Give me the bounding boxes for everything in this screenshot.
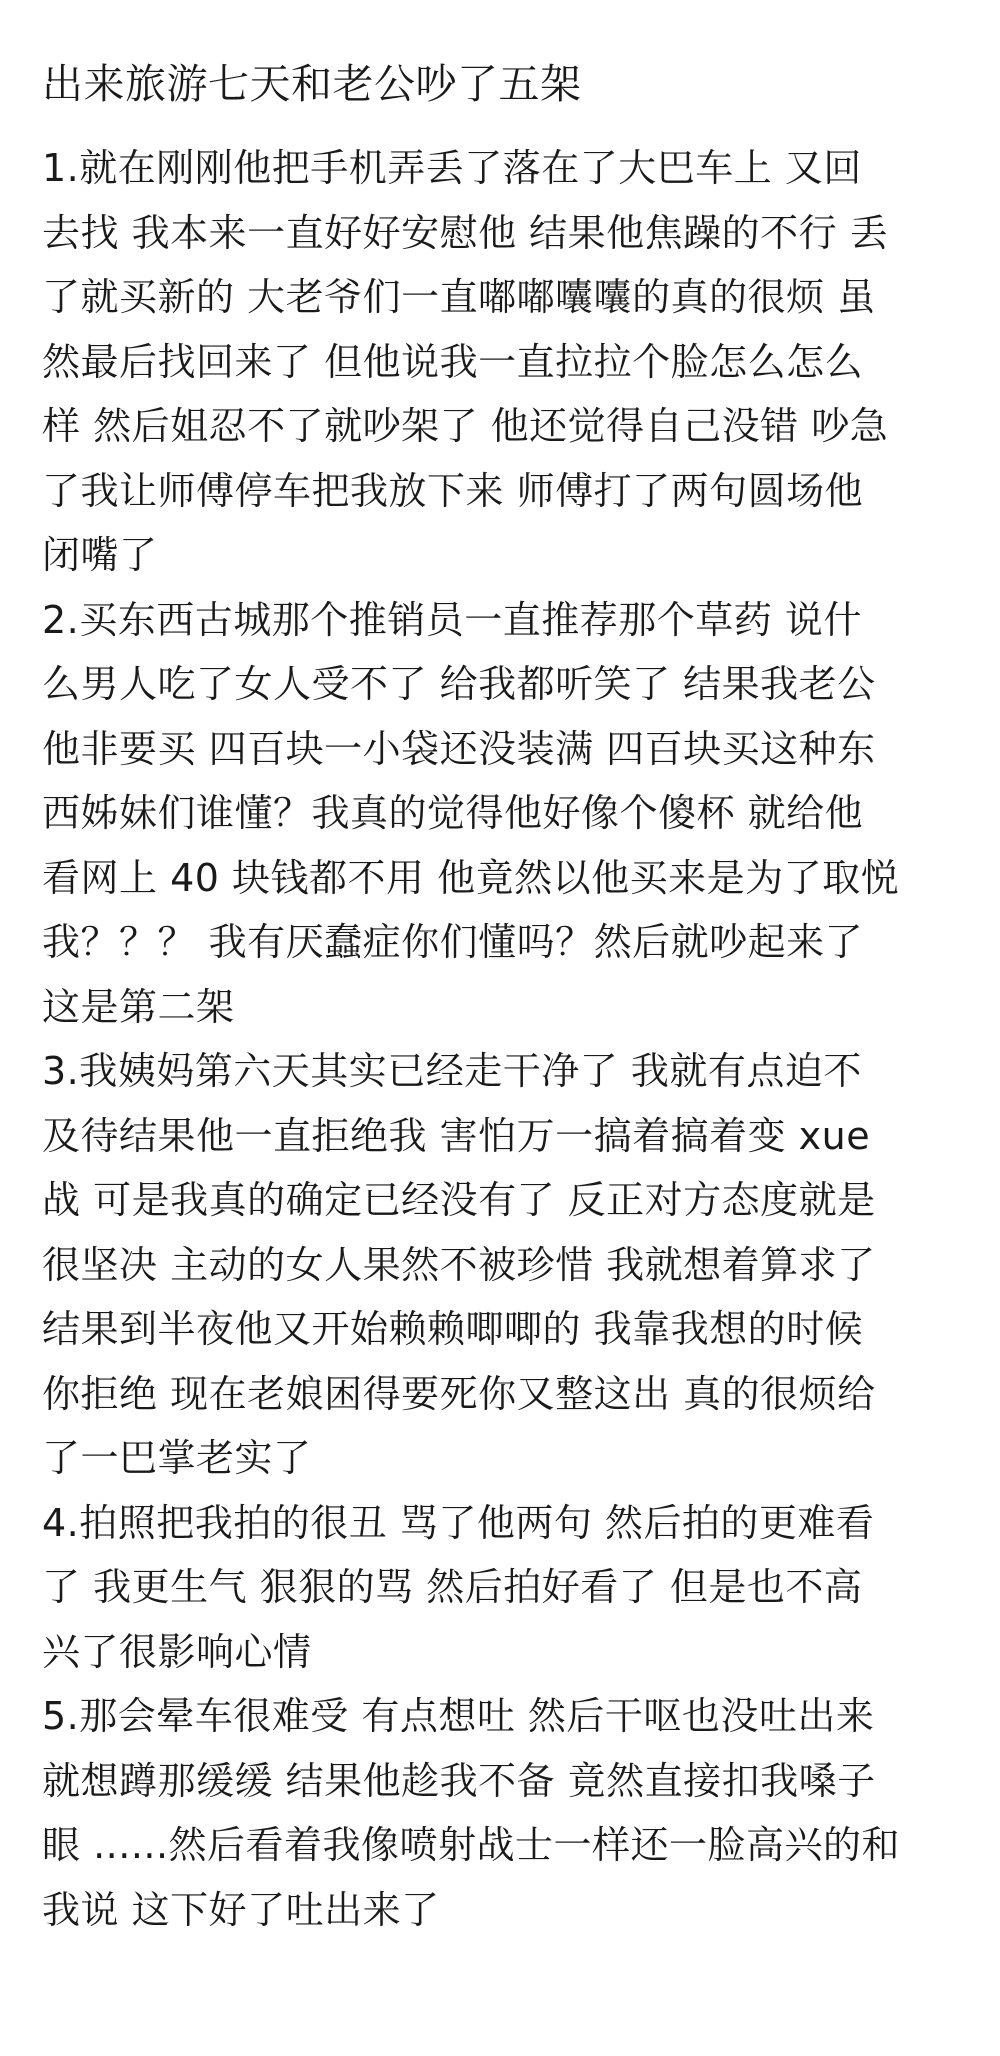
post-line: 这是第二架 (42, 984, 235, 1029)
post-line: 看网上 40 块钱都不用 他竟然以他买来是为了取悦 (42, 855, 900, 900)
post-line: 我说 这下好了吐出来了 (42, 1887, 440, 1932)
post-line: 西姊妹们谁懂？我真的觉得他好像个傻杯 就给他 (42, 791, 864, 835)
post-line: 兴了很影响心情 (42, 1629, 312, 1674)
post-line: 了一巴掌老实了 (42, 1436, 312, 1480)
post-line: 然最后找回来了 但他说我一直拉拉个脸怎么怎么 (42, 339, 864, 384)
post-paragraph-4 (42, 1491, 962, 1685)
post-line: 3.我姨妈第六天其实已经走干净了 我就有点迫不 (42, 1049, 862, 1093)
post-line: 了就买新的 大老爷们一直嘟嘟囔囔的真的很烦 虽 (42, 275, 876, 319)
post-line: 了我让师傅停车把我放下来 师傅打了两句圆场他 (42, 468, 864, 513)
post-line: 5.那会晕车很难受 有点想吐 然后干呕也没吐出来 (42, 1694, 875, 1738)
post-line: 4.拍照把我拍的很丑 骂了他两句 然后拍的更难看 (42, 1500, 875, 1545)
post-line: 你拒绝 现在老娘困得要死你又整这出 真的很烦给 (42, 1371, 876, 1416)
post-line: 了 我更生气 狠狠的骂 然后拍好看了 但是也不高 (42, 1565, 863, 1609)
post-container (42, 54, 962, 1942)
post-line: 2.买东西古城那个推销员一直推荐那个草药 说什 (42, 597, 862, 642)
post-line: 去找 我本来一直好好安慰他 结果他焦躁的不行 丢 (42, 210, 889, 255)
post-line: 样 然后姐忍不了就吵架了 他还觉得自己没错 吵急 (42, 404, 889, 448)
post-line: 闭嘴了 (42, 533, 158, 577)
post-line: 我？？？ 我有厌蠢症你们懂吗？然后就吵起来了 (42, 920, 864, 964)
post-line: 1.就在刚刚他把手机弄丢了落在了大巴车上 又回 (42, 146, 862, 190)
post-line: 眼 ......然后看着我像喷射战士一样还一脸高兴的和 (42, 1823, 901, 1867)
post-body (42, 136, 962, 1942)
post-line: 结果到半夜他又开始赖赖唧唧的 我靠我想的时候 (42, 1307, 864, 1351)
post-line: 及待结果他一直拒绝我 害怕万一搞着搞着变 xue (42, 1113, 871, 1158)
post-title: 出来旅游七天和老公吵了五架 (42, 60, 582, 108)
post-line: 就想蹲那缓缓 结果他趁我不备 竟然直接扣我嗓子 (42, 1758, 876, 1803)
post-line: 么男人吃了女人受不了 给我都听笑了 结果我老公 (42, 662, 876, 706)
post-line: 他非要买 四百块一小袋还没装满 四百块买这种东 (42, 726, 876, 771)
post-line: 很坚决 主动的女人果然不被珍惜 我就想着算求了 (42, 1242, 876, 1287)
post-paragraph-1 (42, 136, 962, 588)
post-paragraph-3 (42, 1039, 962, 1491)
post-paragraph-2 (42, 588, 962, 1040)
post-line: 战 可是我真的确定已经没有了 反正对方态度就是 (42, 1178, 876, 1222)
post-paragraph-5 (42, 1684, 962, 1942)
